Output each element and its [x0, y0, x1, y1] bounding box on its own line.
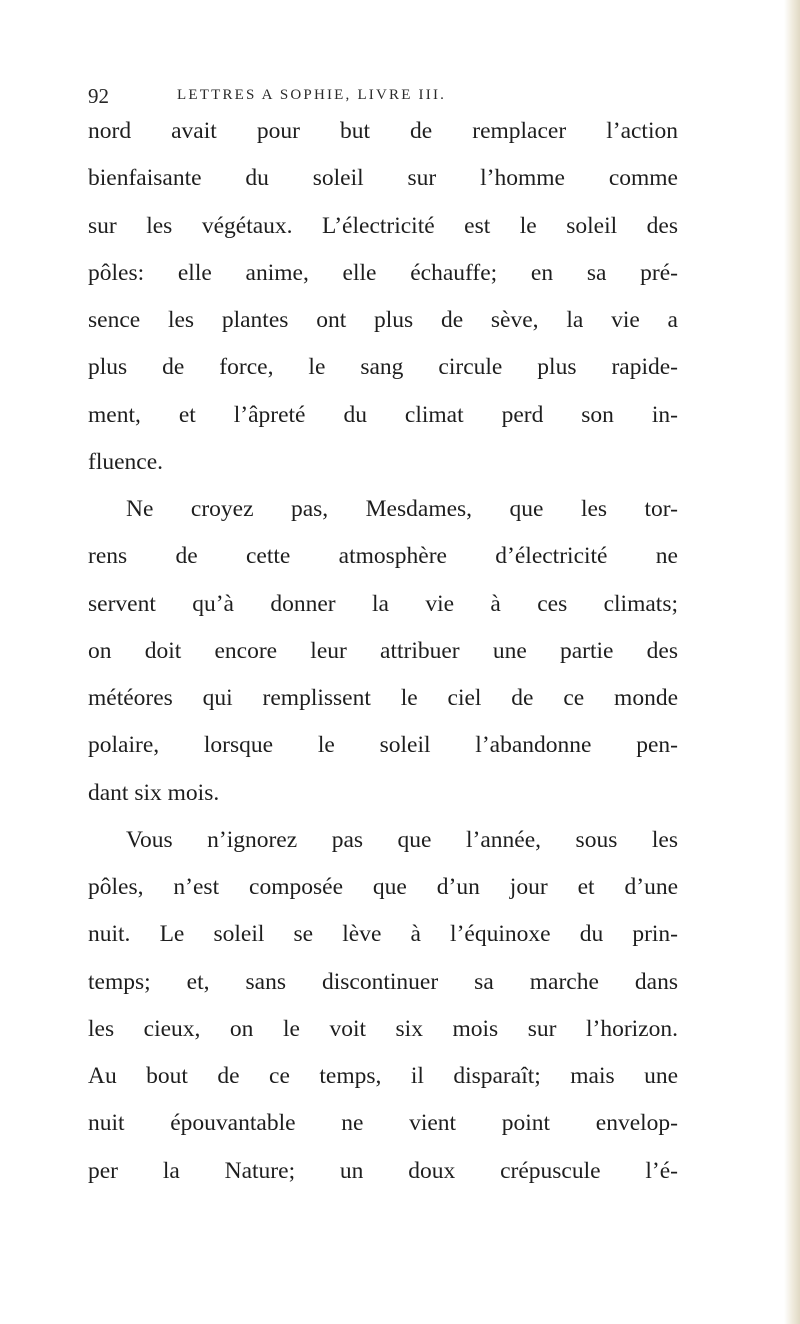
body-text: [88, 108, 678, 1195]
text-line: rens de cette atmosphère d’électricité ne: [88, 543, 678, 570]
text-line: sur les végétaux. L’électricité est le soleil des: [88, 212, 678, 239]
page-edge-shadow: [784, 0, 800, 1324]
text-line: nord avait pour but de remplacer l’action: [88, 118, 678, 144]
text-line: Vous n’ignorez pas que l’année, sous les: [126, 826, 678, 853]
text-line: Au bout de ce temps, il disparaît; mais une: [88, 1063, 678, 1089]
text-line: temps; et, sans discontinuer sa marche dans: [88, 968, 678, 995]
text-line: Ne croyez pas, Mesdames, que les tor-: [126, 496, 678, 522]
text-line: on doit encore leur attribuer une partie des: [88, 637, 678, 664]
text-line: plus de force, le sang circule plus rapide-: [88, 354, 678, 381]
text-line: nuit. Le soleil se lève à l’équinoxe du prin-: [88, 921, 678, 948]
text-line: sence les plantes ont plus de sève, la vie a: [88, 307, 678, 333]
text-line: nuit épouvantable ne vient point envelop-: [88, 1110, 678, 1137]
page-number: 92: [88, 84, 109, 108]
text-line: pôles: elle anime, elle échauffe; en sa pré-: [88, 259, 678, 286]
text-line: per la Nature; un doux crépuscule l’é-: [88, 1157, 678, 1184]
text-line: ment, et l’âpreté du climat perd son in-: [88, 401, 678, 428]
text-line: fluence.: [88, 448, 164, 475]
text-line: pôles, n’est composée que d’un jour et d’une: [88, 874, 678, 900]
text-line: dant six mois.: [88, 779, 220, 806]
text-line: bienfaisante du soleil sur l’homme comme: [88, 165, 678, 192]
running-head: [88, 84, 688, 110]
text-line: les cieux, on le voit six mois sur l’horizon.: [88, 1015, 678, 1042]
text-line: polaire, lorsque le soleil l’abandonne pen-: [88, 732, 678, 759]
text-line: servent qu’à donner la vie à ces climats;: [88, 590, 678, 617]
text-line: météores qui remplissent le ciel de ce monde: [88, 685, 678, 711]
running-title: LETTRES A SOPHIE, LIVRE III.: [177, 87, 447, 103]
